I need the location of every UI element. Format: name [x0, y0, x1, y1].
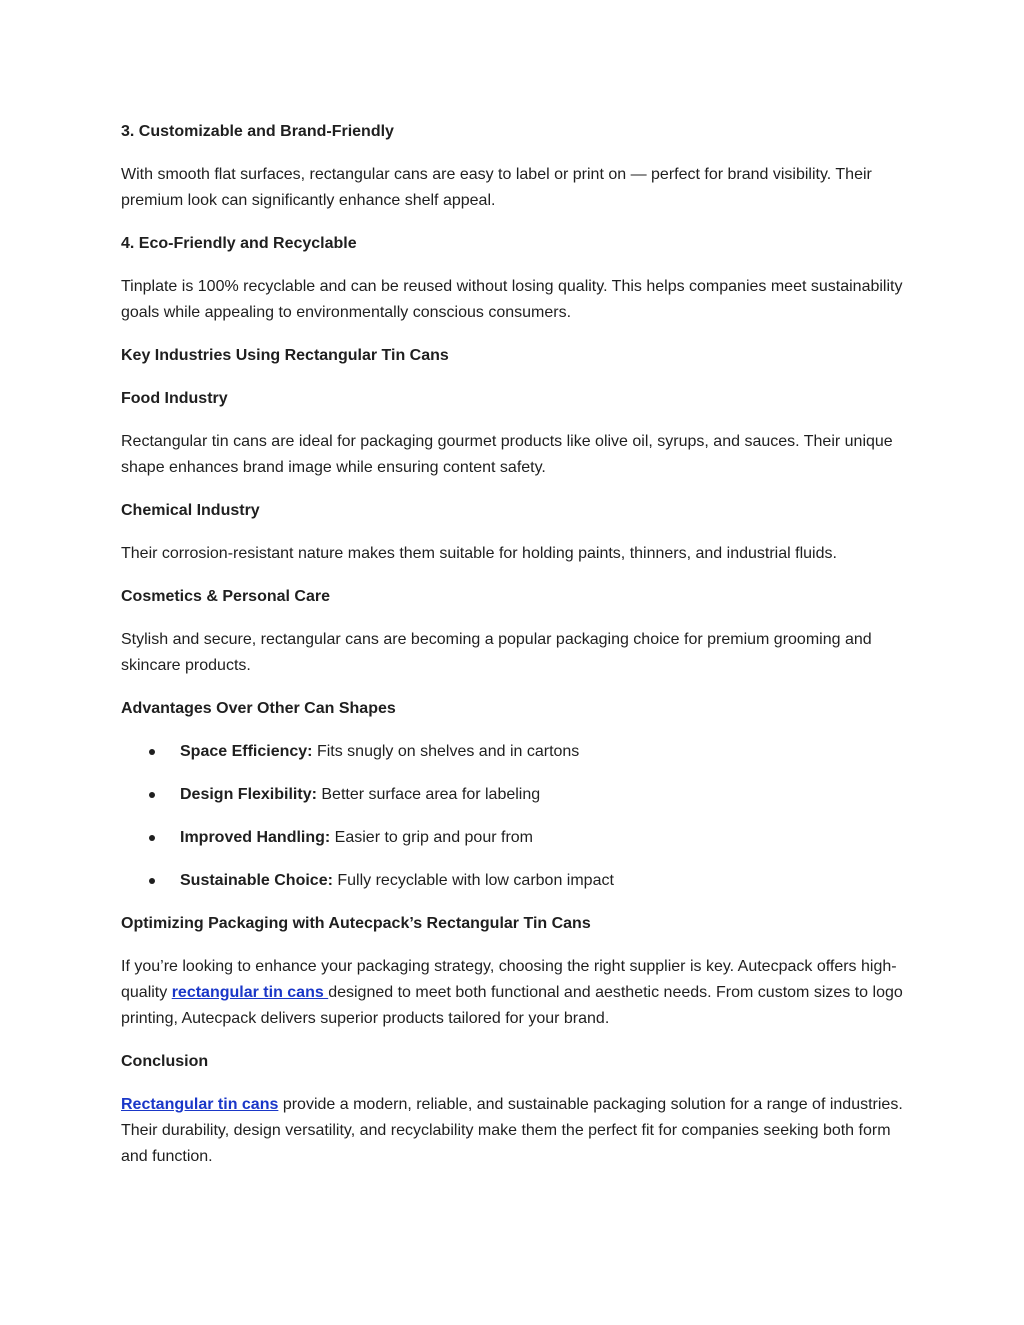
paragraph-cosmetics: Stylish and secure, rectangular cans are becoming a popular packaging choice for premium grooming and skincare products.	[121, 631, 872, 674]
section-heading-conclusion: Conclusion	[121, 1053, 209, 1070]
section-heading-key-industries: Key Industries Using Rectangular Tin Cans	[121, 347, 449, 364]
paragraph-customizable: With smooth flat surfaces, rectangular cans are easy to label or print on — perfect for brand visibility. Their premium look can significantly enhance shelf appeal.	[121, 166, 872, 209]
list-item	[121, 825, 911, 851]
list-item	[121, 868, 911, 894]
section-heading-eco-friendly: 4. Eco-Friendly and Recyclable	[121, 235, 357, 252]
paragraph-chemical-industry: Their corrosion-resistant nature makes them suitable for holding paints, thinners, and industrial fluids.	[121, 545, 837, 562]
paragraph-conclusion	[121, 1092, 911, 1170]
paragraph-food-industry: Rectangular tin cans are ideal for packaging gourmet products like olive oil, syrups, and sauces. Their unique shape enhances brand image while ensuring content safety.	[121, 433, 893, 476]
bullet-icon	[149, 749, 155, 755]
rectangular-tin-cans-link[interactable]: rectangular tin cans	[171, 984, 329, 1001]
advantage-text: Better surface area for labeling	[316, 786, 541, 803]
conclusion-text: provide a modern, reliable, and sustainable packaging solution for a range of industries. Their durability, design versatility, and recyclability make them the perfect fit for companies seeking both form and function.	[121, 1096, 903, 1165]
advantage-label: Sustainable Choice:	[180, 872, 333, 889]
document-page	[121, 119, 911, 1170]
subheading-chemical-industry: Chemical Industry	[121, 502, 260, 519]
list-item	[121, 739, 911, 765]
bullet-icon	[149, 792, 155, 798]
advantage-text: Fully recyclable with low carbon impact	[332, 872, 614, 889]
subheading-food-industry: Food Industry	[121, 390, 228, 407]
subheading-cosmetics: Cosmetics & Personal Care	[121, 588, 330, 605]
optimizing-text-post: designed to meet both functional and aesthetic needs. From custom sizes to logo printing, Autecpack delivers superior products tailored for your brand.	[121, 984, 903, 1027]
advantage-label: Design Flexibility:	[180, 786, 317, 803]
paragraph-eco-friendly: Tinplate is 100% recyclable and can be reused without losing quality. This helps companies meet sustainability goals while appealing to environmentally conscious consumers.	[121, 278, 903, 321]
bullet-icon	[149, 878, 155, 884]
advantage-text: Fits snugly on shelves and in cartons	[312, 743, 580, 760]
conclusion-tin-cans-link[interactable]: Rectangular tin cans	[121, 1096, 279, 1113]
advantage-label: Space Efficiency:	[180, 743, 313, 760]
section-heading-optimizing: Optimizing Packaging with Autecpack’s Rectangular Tin Cans	[121, 915, 591, 932]
advantages-list	[121, 739, 911, 894]
section-heading-advantages: Advantages Over Other Can Shapes	[121, 700, 396, 717]
advantage-label: Improved Handling:	[180, 829, 331, 846]
advantage-text: Easier to grip and pour from	[330, 829, 533, 846]
paragraph-optimizing	[121, 954, 911, 1032]
section-heading-customizable: 3. Customizable and Brand-Friendly	[121, 123, 394, 140]
list-item	[121, 782, 911, 808]
bullet-icon	[149, 835, 155, 841]
optimizing-text-pre: If you’re looking to enhance your packaging strategy, choosing the right supplier is key. Autecpack offers high-quality	[121, 958, 897, 1001]
